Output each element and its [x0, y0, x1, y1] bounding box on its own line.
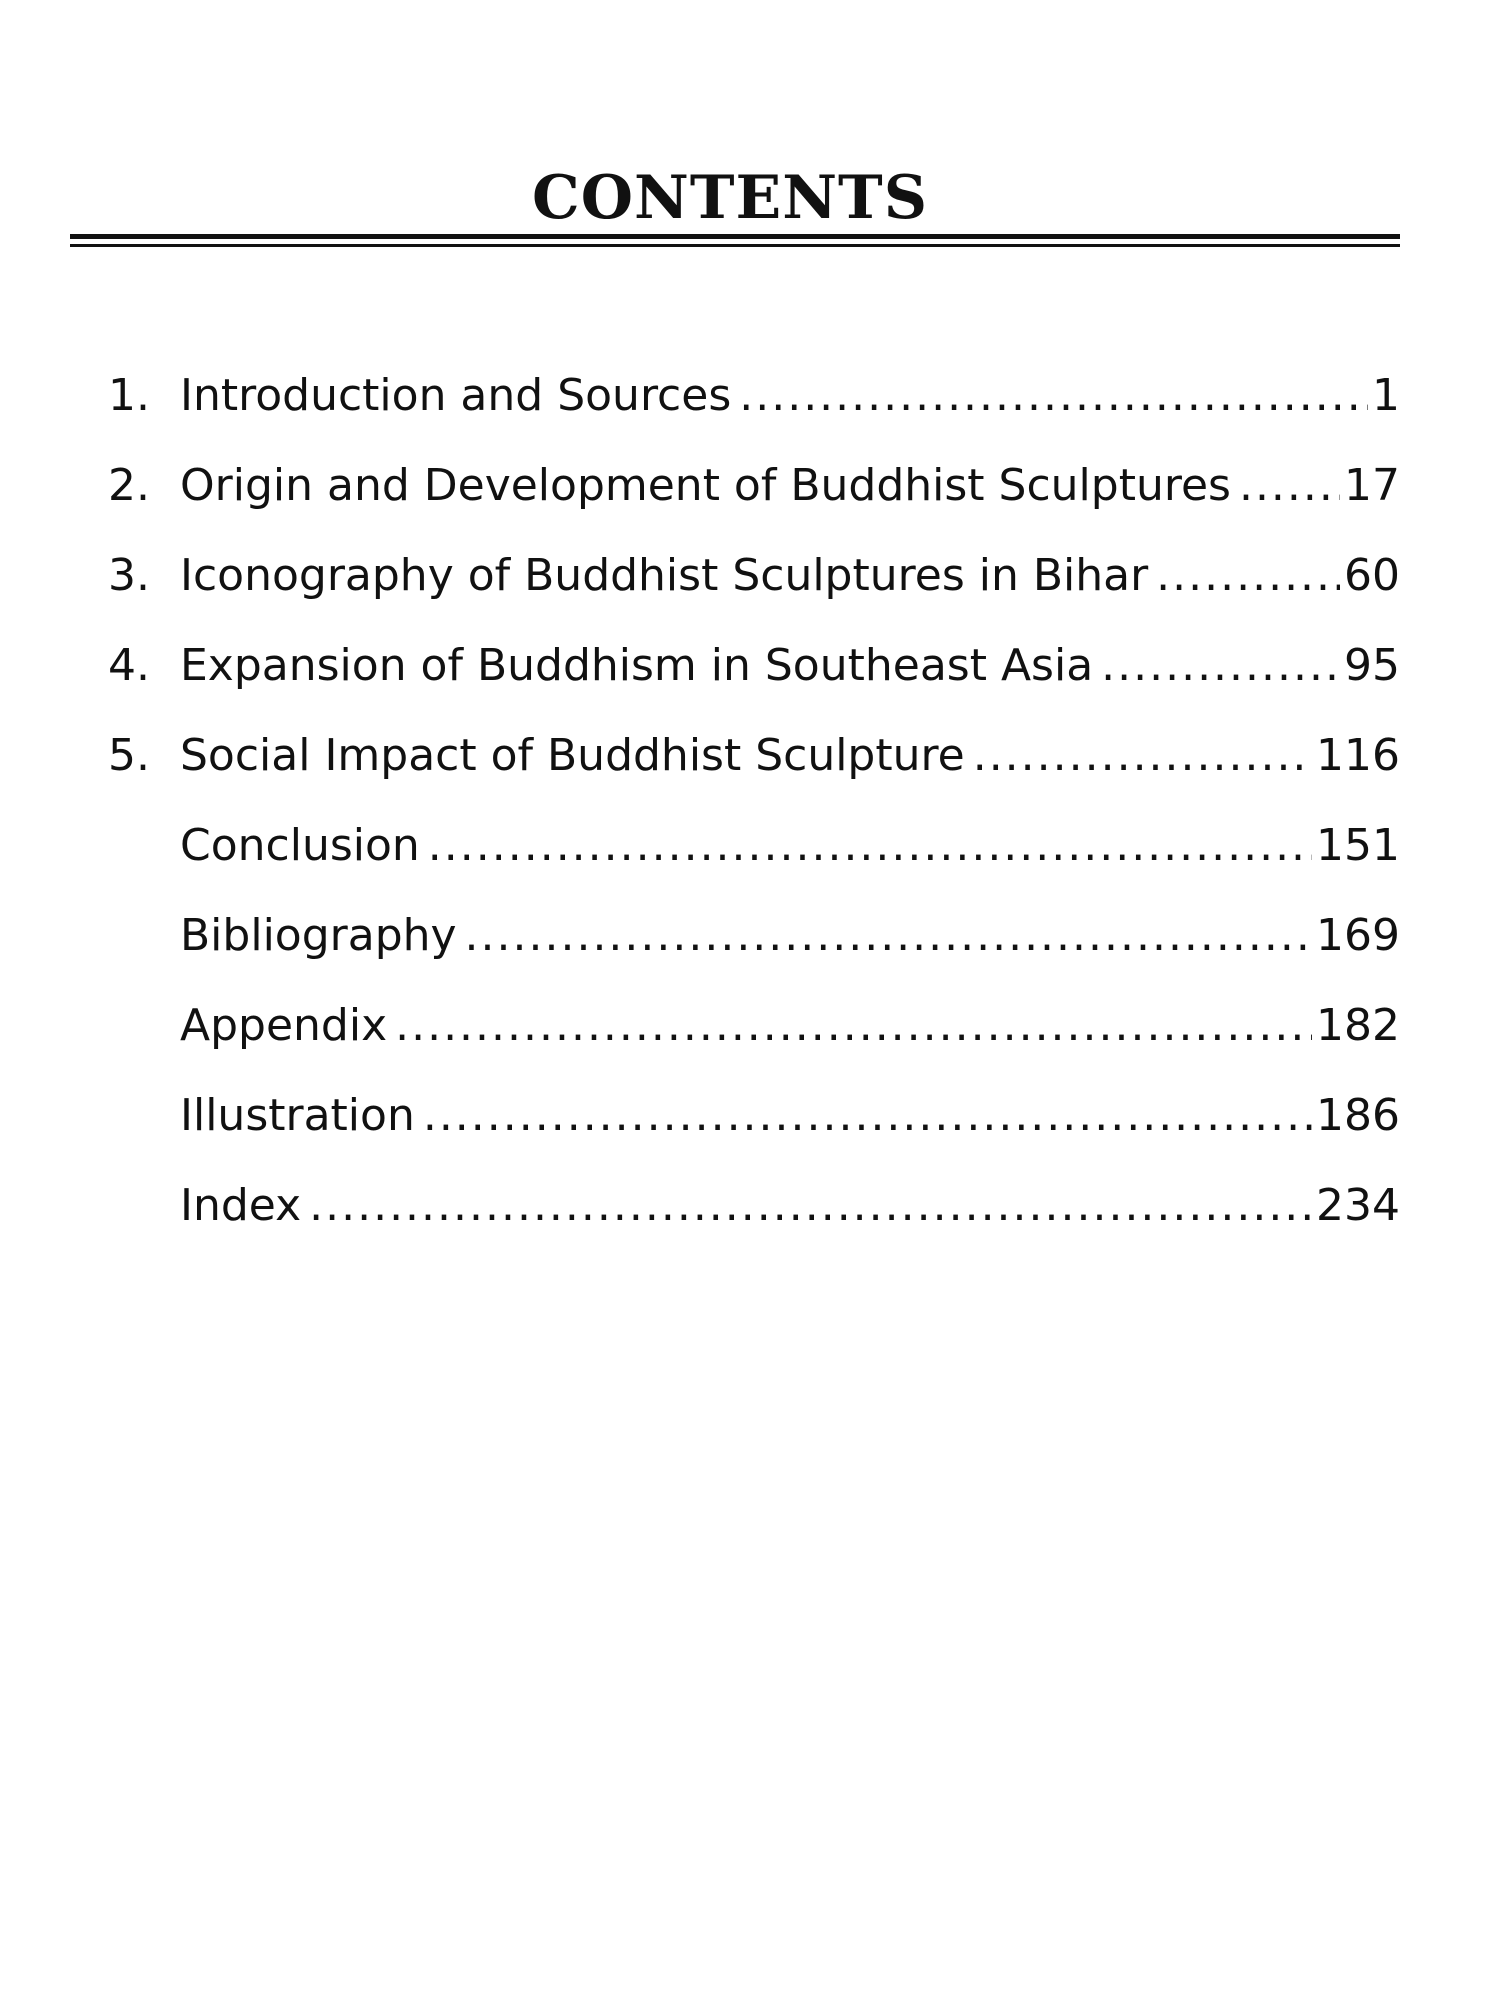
toc-entry-1 — [0, 360, 1500, 432]
entry-title: Illustration — [180, 1090, 415, 1141]
entry-number: 5. — [108, 730, 150, 781]
dot-leader — [739, 360, 1368, 432]
toc-entry-3 — [0, 540, 1500, 612]
dot-leader — [465, 900, 1312, 972]
entry-number: 1. — [108, 370, 150, 421]
heading-rule-top — [70, 234, 1400, 239]
entry-page-number: 151 — [1316, 820, 1400, 871]
dot-leader — [423, 1080, 1312, 1152]
entry-title: Bibliography — [180, 910, 457, 961]
entry-page-number: 169 — [1316, 910, 1400, 961]
entry-title: Appendix — [180, 1000, 388, 1051]
toc-entry-2 — [0, 450, 1500, 522]
dot-leader — [1156, 540, 1340, 612]
heading-rule-bottom — [70, 244, 1400, 247]
entry-title: Expansion of Buddhism in Southeast Asia — [180, 640, 1094, 691]
entry-number: 3. — [108, 550, 150, 601]
toc-entry-conclusion — [0, 810, 1500, 882]
entry-number: 4. — [108, 640, 150, 691]
dot-leader — [395, 990, 1312, 1062]
entry-page-number: 116 — [1316, 730, 1400, 781]
dot-leader — [309, 1170, 1312, 1242]
entry-number: 2. — [108, 460, 150, 511]
entry-page-number: 95 — [1344, 640, 1400, 691]
dot-leader — [1239, 450, 1340, 522]
toc-entry-appendix — [0, 990, 1500, 1062]
entry-page-number: 234 — [1316, 1180, 1400, 1231]
toc-entry-index — [0, 1170, 1500, 1242]
toc-entry-illustration — [0, 1080, 1500, 1152]
entry-page-number: 17 — [1344, 460, 1400, 511]
toc-entry-5 — [0, 720, 1500, 792]
entry-title: Conclusion — [180, 820, 420, 871]
entry-title: Iconography of Buddhist Sculptures in Bihar — [180, 550, 1149, 601]
dot-leader — [973, 720, 1312, 792]
entry-page-number: 182 — [1316, 1000, 1400, 1051]
contents-heading: CONTENTS — [531, 163, 929, 233]
entry-page-number: 1 — [1372, 370, 1400, 421]
entry-title: Index — [180, 1180, 302, 1231]
toc-entry-4 — [0, 630, 1500, 702]
entry-title: Introduction and Sources — [180, 370, 732, 421]
entry-page-number: 60 — [1344, 550, 1400, 601]
toc-entry-bibliography — [0, 900, 1500, 972]
entry-title: Social Impact of Buddhist Sculpture — [180, 730, 965, 781]
dot-leader — [1101, 630, 1340, 702]
entry-page-number: 186 — [1316, 1090, 1400, 1141]
dot-leader — [428, 810, 1312, 882]
entry-title: Origin and Development of Buddhist Sculptures — [180, 460, 1231, 511]
